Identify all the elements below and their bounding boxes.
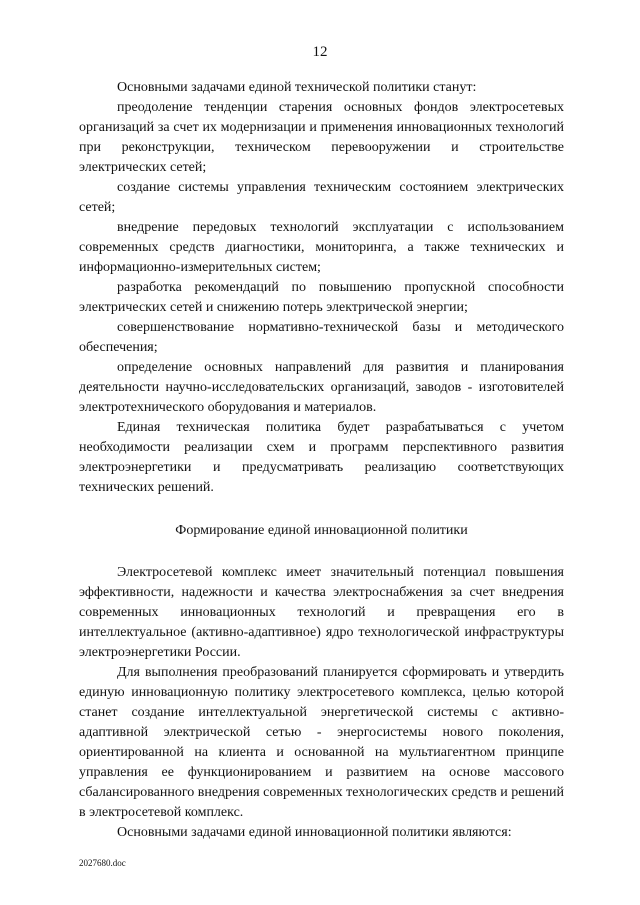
footer-filename: 2027680.doc: [79, 858, 126, 868]
document-body: [79, 78, 564, 843]
page-number: 12: [312, 44, 328, 60]
body-paragraph: Основными задачами единой инновационной политики являются:: [117, 825, 512, 840]
task-item: разработка рекомендаций по повышению пропускной способности электрических сетей и снижению потерь электрической энергии;: [79, 280, 564, 315]
body-paragraph: Для выполнения преобразований планируется сформировать и утвердить единую инновационную политику электросетевого комплекса, целью которой станет создание интеллектуальной энергетической системы с активно-адаптивной электрической сетью - энергосистемы нового поколения, ориентированной на клиента и основанной на мультиагентном принципе управления ее функционированием и развитием на основе массового сбалансированного внедрения современных технологических средств и решений в электросетевой комплекс.: [79, 665, 564, 820]
task-item: внедрение передовых технологий эксплуатации с использованием современных средств диагностики, мониторинга, а также технических и информационно-измерительных систем;: [79, 220, 564, 275]
section1-closing: Единая техническая политика будет разрабатываться с учетом необходимости реализации схем и программ перспективного развития электроэнергетики и предусматривать реализацию соответствующих технических решений.: [79, 420, 564, 495]
section-heading: Формирование единой инновационной политики: [175, 523, 468, 538]
task-item: совершенствование нормативно-технической базы и методического обеспечения;: [79, 320, 564, 355]
body-paragraph: Электросетевой комплекс имеет значительный потенциал повышения эффективности, надежности и качества электроснабжения за счет внедрения современных инновационных технологий и превращения его в интеллектуальное (активно-адаптивное) ядро технологической инфраструктуры электроэнергетики России.: [79, 565, 564, 660]
task-item: преодоление тенденции старения основных фондов электросетевых организаций за счет их модернизации и применения инновационных технологий при реконструкции, техническом перевооружении и строительстве электрических сетей;: [79, 100, 564, 175]
task-item: определение основных направлений для развития и планирования деятельности научно-исследовательских организаций, заводов - изготовителей электротехнического оборудования и материалов.: [79, 360, 564, 415]
section1-intro: Основными задачами единой технической политики станут:: [117, 80, 477, 95]
task-item: создание системы управления техническим состоянием электрических сетей;: [79, 180, 564, 215]
